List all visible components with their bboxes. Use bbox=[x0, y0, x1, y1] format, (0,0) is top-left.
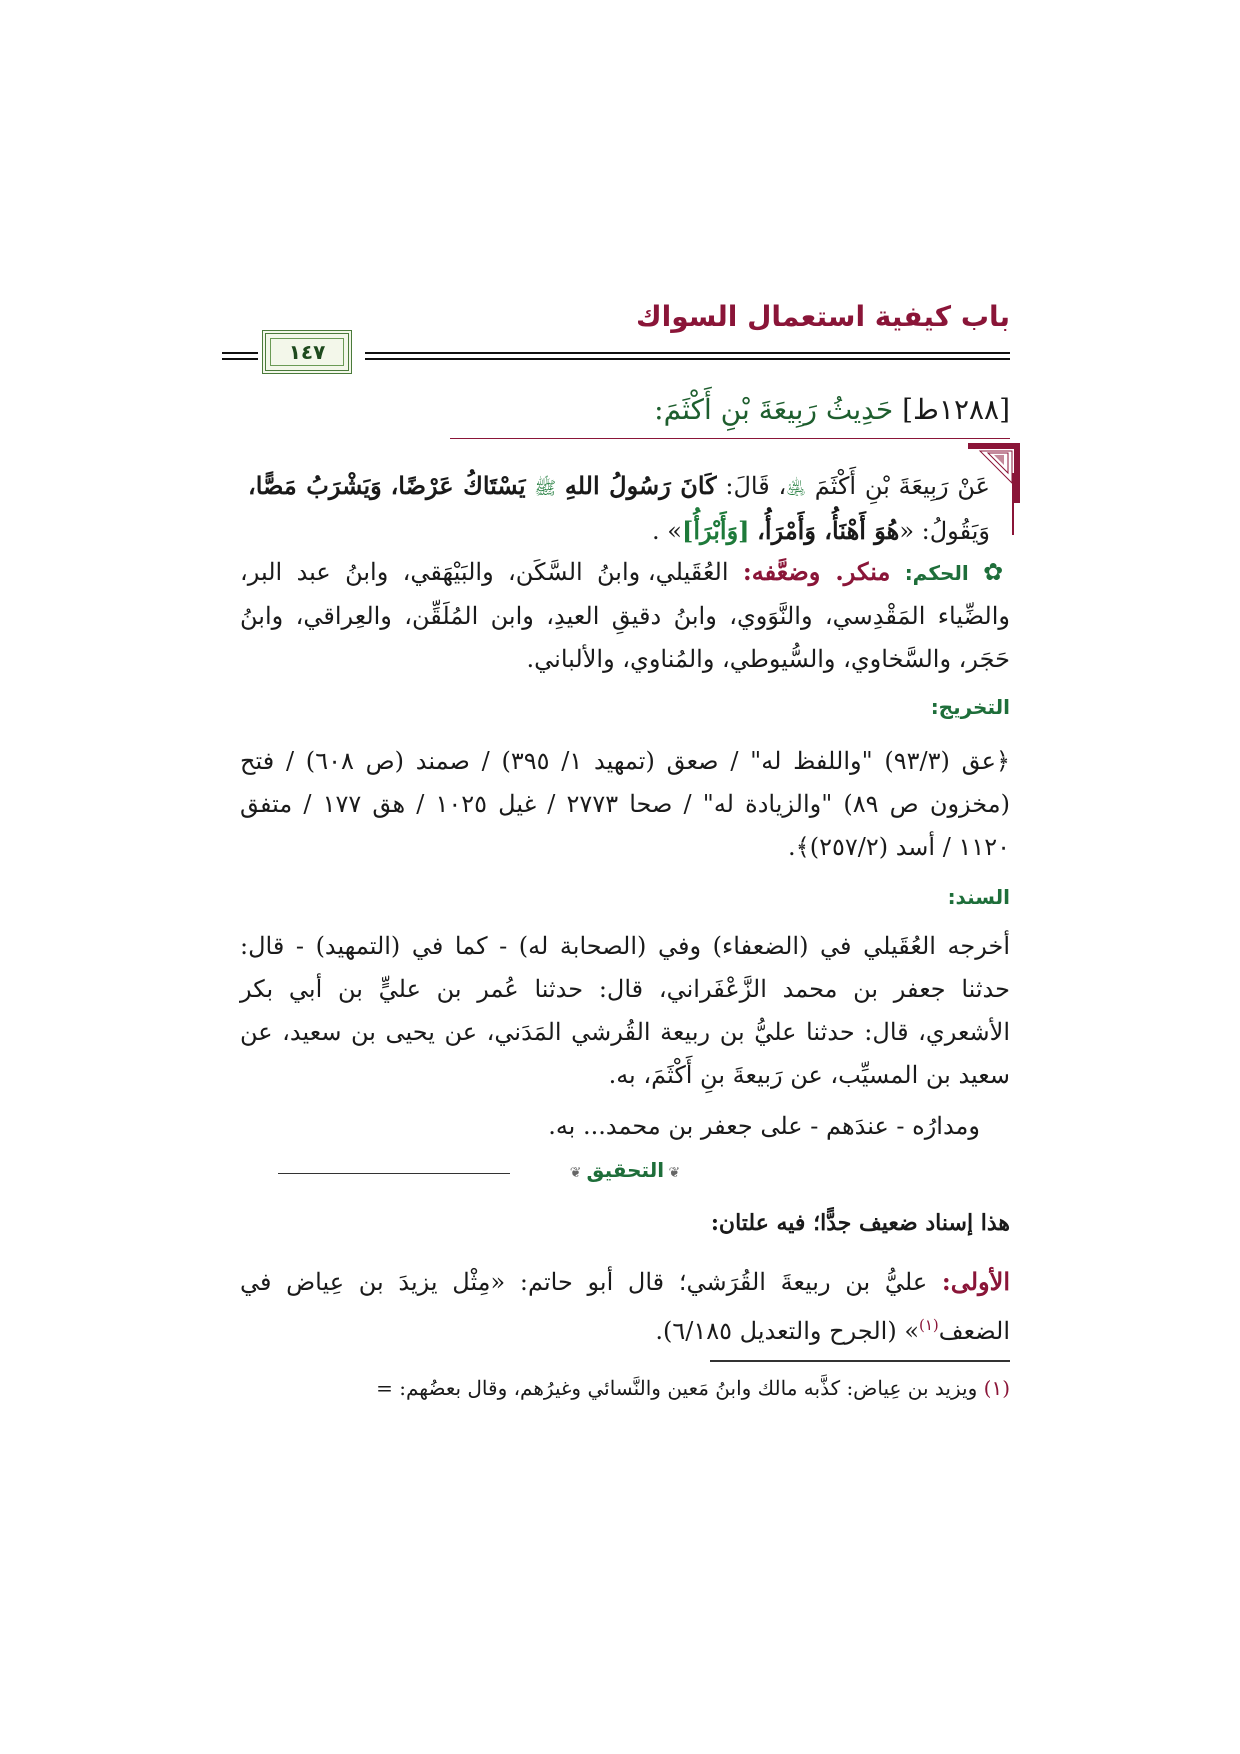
madar-text: ومدارُه - عندَهم - على جعفر بن محمد... به. bbox=[548, 1112, 980, 1140]
matn-qala: ، قَالَ: bbox=[725, 472, 787, 500]
matn-addition: [وَأَبْرَأُ] bbox=[681, 516, 750, 545]
takhrij-text: ﴿عق (٩٣/٣) "واللفظ له" / صعق (تمهيد ١/ ٣٩٥) / صمند (ص ٦٠٨) / فتح (مخزون ص ٨٩) "والزيادة له" / صحا ٢٧٧٣ / غيل ١٠٢٥ / هق ١٧٧ / متفق ١١٢٠ / أسد (٢٥٧/٢)﴾. bbox=[240, 747, 1011, 861]
book-page bbox=[240, 300, 1010, 1630]
footnote-reference[interactable]: (١) bbox=[919, 1316, 939, 1334]
matn-kana: كَانَ رَسُولُ اللهِ bbox=[564, 471, 717, 500]
hadith-heading bbox=[654, 393, 1010, 426]
tahqiq-divider bbox=[240, 1158, 1010, 1188]
hadith-title: حَدِيثُ رَبِيعَةَ بْنِ أَكْثَمَ: bbox=[654, 393, 894, 426]
footnote bbox=[240, 1370, 1010, 1406]
header-rule bbox=[365, 358, 1010, 360]
footnote-rule bbox=[710, 1360, 1010, 1362]
footnote-marker: (١) bbox=[983, 1376, 1010, 1400]
ornament-icon: ❦ bbox=[569, 1165, 582, 1181]
ruling-label: الحكم: bbox=[904, 561, 969, 585]
ruling-paragraph bbox=[240, 550, 1010, 681]
page-number: ١٤٧ bbox=[288, 340, 326, 364]
ornament-icon: ❦ bbox=[664, 1165, 681, 1181]
footnote-text: ويزيد بن عِياض: كذَّبه مالك وابنُ مَعين والنَّسائي وغيرُهم، وقال بعضُهم: = bbox=[376, 1376, 978, 1400]
matn-bold2: وَيَشْرَبُ مَصًّا، bbox=[248, 471, 382, 500]
matn-intro: عَنْ رَبِيعَةَ بْنِ أَكْثَمَ bbox=[814, 472, 990, 500]
ruling-text: العُقَيلي، وابنُ السَّكَن، والبَيْهَقي، وابنُ عبد البر، والضِّياء المَقْدِسي، والنَّوَوي، وابنُ دقيقِ العيدِ، وابن المُلَقِّن، والعِراقي، وابنُ حَجَر، والسَّخاوي، والسُّيوطي، والمُناوي، والألباني. bbox=[240, 558, 1010, 673]
first-defect-label: الأولى: bbox=[941, 1267, 1010, 1296]
matn-yaqul: وَيَقُولُ: « bbox=[899, 517, 990, 545]
ruling-verdict: منكر. وضعَّفه: bbox=[742, 557, 891, 586]
page-number-box bbox=[262, 330, 352, 374]
radi-symbol: ﵁ bbox=[786, 478, 806, 499]
sanad-text: أخرجه العُقَيلي في (الضعفاء) وفي (الصحابة له) - كما في (التمهيد) - قال: حدثنا جعفر بن محمد الزَّعْفَراني، قال: حدثنا عُمر بن عليٍّ بن أبي بكر الأشعري، قال: حدثنا عليُّ بن ربيعة القُرشي المَدَني، عن يحيى بن سعيد، عن سعيد بن المسيِّب، عن رَبيعةَ بنِ أَكْثَمَ، به. bbox=[240, 932, 1010, 1089]
hadith-matn bbox=[248, 465, 990, 552]
running-header bbox=[240, 300, 1010, 364]
divider-line bbox=[278, 1173, 418, 1174]
header-rule bbox=[365, 352, 1010, 354]
matn-end: » . bbox=[652, 517, 682, 545]
title-rule bbox=[450, 438, 1010, 439]
first-defect-text: عليُّ بن ربيعةَ القُرَشي؛ قال أبو حاتم: «مِثْل يزيدَ بن عِياض في الضعف bbox=[240, 1268, 1010, 1345]
first-defect-paragraph bbox=[240, 1260, 1010, 1353]
first-defect-end: » (الجرح والتعديل ٦/١٨٥). bbox=[655, 1317, 919, 1345]
hadith-text-block bbox=[240, 443, 1010, 563]
salla-symbol: ﷺ bbox=[534, 478, 557, 499]
tahqiq-label: التحقيق bbox=[586, 1158, 665, 1182]
header-rule bbox=[222, 352, 258, 354]
tahqiq-summary: هذا إسناد ضعيف جدًّا؛ فيه علتان: bbox=[710, 1210, 1010, 1236]
matn-bold1: يَسْتَاكُ عَرْضًا، bbox=[390, 471, 526, 500]
matn-side-rule bbox=[1012, 473, 1014, 535]
sanad-label: السند: bbox=[947, 885, 1010, 909]
takhrij-label: التخريج: bbox=[930, 695, 1010, 719]
flower-icon: ✿ bbox=[983, 558, 1010, 586]
matn-quote: هُوَ أَهْنَأُ، وَأَمْرَأُ، bbox=[757, 516, 900, 545]
hadith-number: [١٢٨٨ط] bbox=[902, 393, 1010, 426]
chapter-title: باب كيفية استعمال السواك bbox=[635, 300, 1010, 333]
header-rule bbox=[222, 358, 258, 360]
